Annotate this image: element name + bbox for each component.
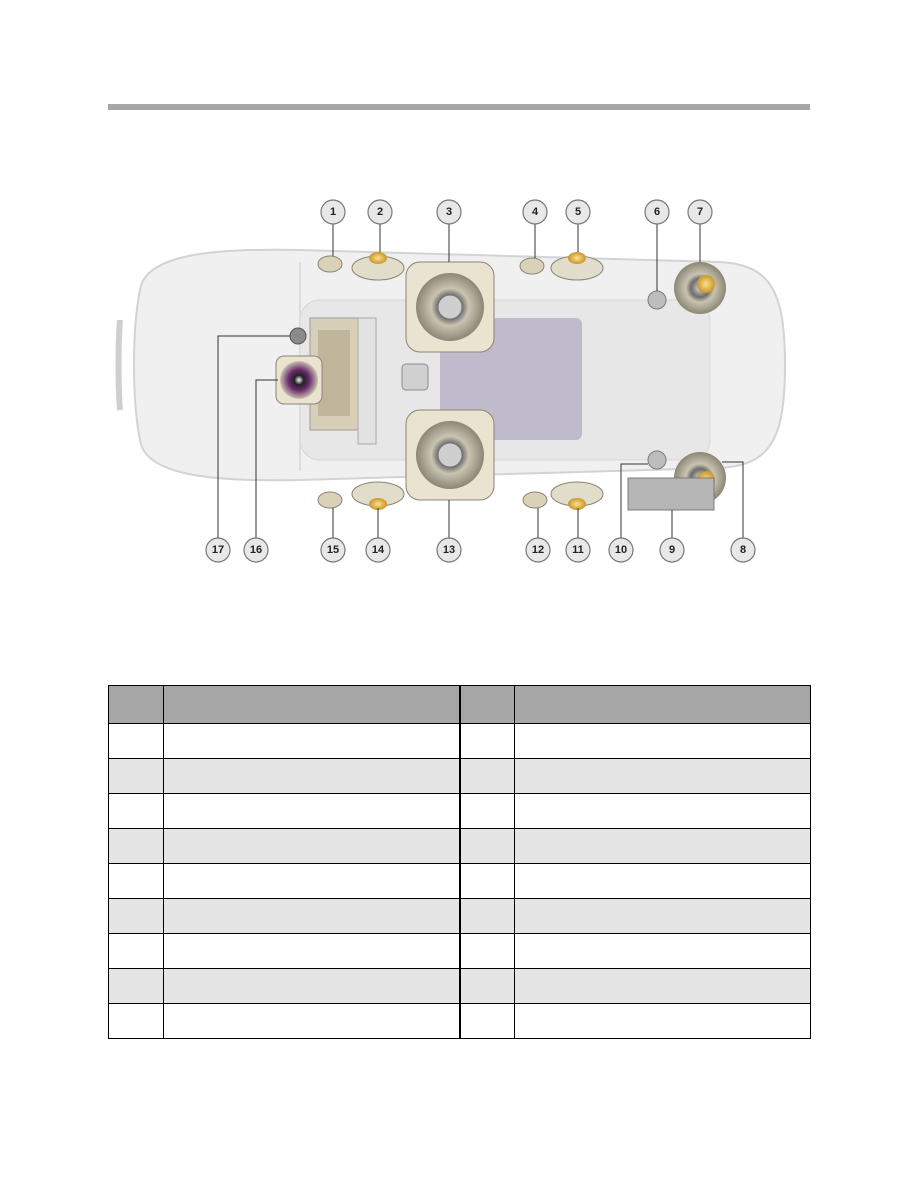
row-index [109,1004,164,1039]
legend-table [108,685,811,1039]
row-index [460,724,515,759]
table-row [109,864,811,899]
callout-label: 6 [653,206,661,218]
row-description [164,794,460,829]
callout-9 [660,538,684,562]
callout-label: 17 [211,544,225,556]
row-description [164,899,460,934]
callout-10 [609,538,633,562]
row-description [515,829,811,864]
header-description-1 [164,686,460,724]
row-description [515,969,811,1004]
speaker-15 [318,492,342,508]
row-description [164,969,460,1004]
callout-16 [244,538,268,562]
callout-label: 11 [572,544,584,556]
row-description [164,1004,460,1039]
callout-label: 16 [249,544,263,556]
callout-11 [566,538,590,562]
row-index [109,864,164,899]
row-index [109,759,164,794]
row-description [164,934,460,969]
row-index [109,969,164,1004]
callout-label: 15 [326,544,340,556]
callout-15 [321,538,345,562]
row-index [460,759,515,794]
row-index [109,724,164,759]
callout-label: 10 [614,544,628,556]
row-description [515,899,811,934]
amplifier-9 [628,478,714,510]
callout-2 [368,200,392,224]
callout-14 [366,538,390,562]
row-description [164,759,460,794]
callout-5 [566,200,590,224]
row-index [109,829,164,864]
callout-17 [206,538,230,562]
row-description [164,864,460,899]
table-row [109,969,811,1004]
speaker-1 [318,256,342,272]
table-row [109,794,811,829]
callout-12 [526,538,550,562]
callout-label: 5 [574,206,582,218]
callout-13 [437,538,461,562]
callout-label: 3 [445,206,453,218]
callout-label: 9 [668,544,676,556]
row-index [460,864,515,899]
speaker-17 [290,328,306,344]
speaker-6 [648,291,666,309]
callout-label: 2 [376,206,384,218]
callout-6 [645,200,669,224]
row-index [109,934,164,969]
callout-7 [688,200,712,224]
table-row [109,1004,811,1039]
row-index [460,794,515,829]
speaker-4 [520,258,544,274]
row-index [109,899,164,934]
row-index [460,969,515,1004]
table-row [109,724,811,759]
callout-1 [321,200,345,224]
row-description [515,759,811,794]
row-description [515,864,811,899]
table-row [109,829,811,864]
callout-label: 7 [696,206,704,218]
callout-label: 14 [371,544,385,556]
speaker-5 [551,252,603,280]
header-index-2 [460,686,515,724]
row-index [460,934,515,969]
row-description [164,724,460,759]
speaker-13 [406,410,494,500]
row-index [460,1004,515,1039]
speaker-11 [551,482,603,510]
row-description [515,794,811,829]
row-index [460,899,515,934]
row-description [515,724,811,759]
speaker-3 [406,262,494,352]
callout-label: 4 [531,206,539,218]
callout-label: 1 [329,206,337,218]
callout-8 [731,538,755,562]
header-description-2 [515,686,811,724]
callout-label: 12 [531,544,545,556]
header-index-1 [109,686,164,724]
callout-label: 8 [739,544,747,556]
row-index [460,829,515,864]
row-index [109,794,164,829]
callout-3 [437,200,461,224]
row-description [515,1004,811,1039]
callout-label: 13 [442,544,456,556]
legend-header-row [109,686,811,724]
speaker-14 [352,482,404,510]
speaker-12 [523,492,547,508]
row-description [515,934,811,969]
row-description [164,829,460,864]
speaker-10 [648,451,666,469]
table-row [109,899,811,934]
speaker-7 [674,262,726,314]
callout-4 [523,200,547,224]
speaker-16 [276,356,322,404]
table-row [109,759,811,794]
table-row [109,934,811,969]
